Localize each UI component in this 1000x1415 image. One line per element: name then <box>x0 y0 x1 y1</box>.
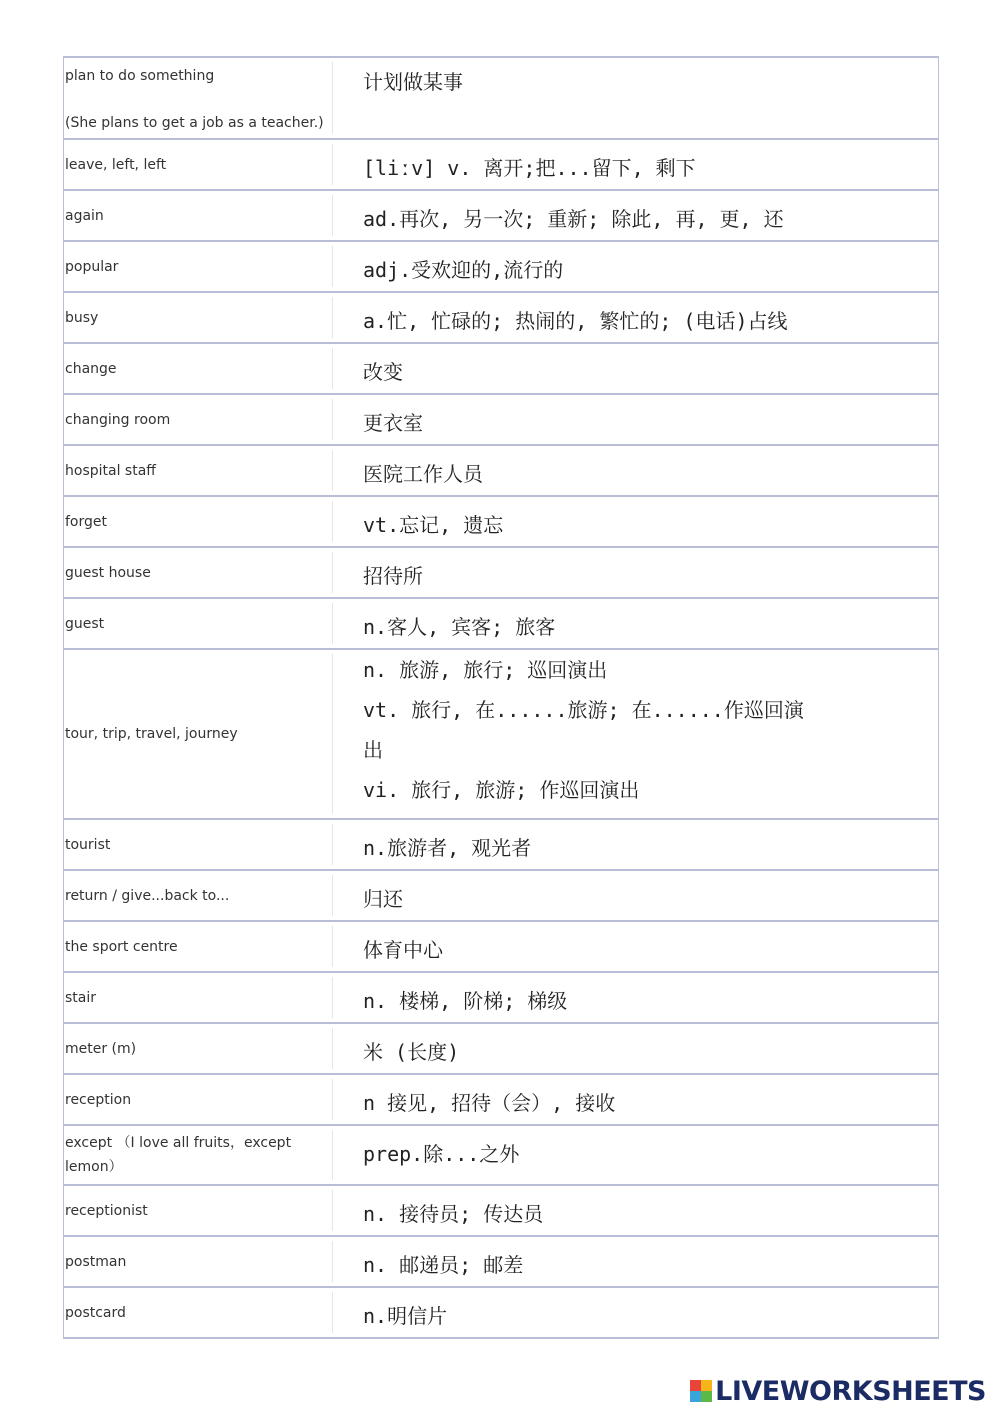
table-row <box>64 547 939 598</box>
logo-mark-icon <box>690 1380 712 1402</box>
definition-text: vt. 旅行, 在......旅游; 在......作巡回演 <box>363 698 804 722</box>
definition-text: n. 接待员; 传达员 <box>363 1202 544 1226</box>
table-row <box>64 57 939 139</box>
term-text: hospital staff <box>65 462 156 479</box>
table-row <box>64 241 939 292</box>
definition-cell <box>333 343 939 394</box>
definition-text: n.旅游者, 观光者 <box>363 836 532 860</box>
definition-cell <box>333 57 939 139</box>
term-text: popular <box>65 258 119 275</box>
term-example: (She plans to get a job as a teacher.) <box>65 115 324 131</box>
table-row <box>64 394 939 445</box>
definition-text: 米 (长度) <box>363 1040 460 1064</box>
definition-text: 更衣室 <box>363 411 423 435</box>
term-cell <box>64 649 334 819</box>
term-cell <box>64 394 334 445</box>
table-row <box>64 1074 939 1125</box>
logo-square-red <box>690 1380 701 1391</box>
definition-cell <box>333 1287 939 1338</box>
term-text: receptionist <box>65 1202 148 1219</box>
vocabulary-table <box>63 56 939 1339</box>
definition-text: 出 <box>363 738 383 762</box>
definition-cell <box>333 445 939 496</box>
term-cell <box>64 241 334 292</box>
definition-cell <box>333 394 939 445</box>
logo-square-green <box>701 1391 712 1402</box>
definition-text: a.忙, 忙碌的; 热闹的, 繁忙的; (电话)占线 <box>363 309 788 333</box>
definition-text: vt.忘记, 遗忘 <box>363 513 504 537</box>
term-cell <box>64 921 334 972</box>
term-cell <box>64 1125 334 1185</box>
liveworksheets-logo[interactable] <box>690 1376 986 1406</box>
term-text: reception <box>65 1091 132 1108</box>
definition-cell <box>333 496 939 547</box>
term-text: guest <box>65 615 105 632</box>
term-cell <box>64 445 334 496</box>
term-text: leave, left, left <box>65 156 167 173</box>
term-cell <box>64 1023 334 1074</box>
logo-square-blue <box>690 1391 701 1402</box>
term-text: postman <box>65 1253 127 1270</box>
term-text: tour, trip, travel, journey <box>65 726 238 742</box>
table-row <box>64 1125 939 1185</box>
definition-text: n. 楼梯, 阶梯; 梯级 <box>363 989 568 1013</box>
table-row <box>64 190 939 241</box>
term-cell <box>64 292 334 343</box>
definition-text: 医院工作人员 <box>363 462 483 486</box>
term-text: forget <box>65 513 107 530</box>
term-cell <box>64 57 334 139</box>
definition-text: n. 旅游, 旅行; 巡回演出 <box>363 658 608 682</box>
definition-text: adj.受欢迎的,流行的 <box>363 258 564 282</box>
term-cell <box>64 598 334 649</box>
definition-cell <box>333 598 939 649</box>
term-text: the sport centre <box>65 938 178 955</box>
definition-cell <box>333 1125 939 1185</box>
definition-text: 改变 <box>363 360 403 384</box>
table-row <box>64 1185 939 1236</box>
table-row <box>64 598 939 649</box>
definition-text: vi. 旅行, 旅游; 作巡回演出 <box>363 778 640 802</box>
definition-text: n.客人, 宾客; 旅客 <box>363 615 556 639</box>
table-row <box>64 343 939 394</box>
logo-text: LIVEWORKSHEETS <box>715 1375 986 1407</box>
table-row <box>64 1287 939 1338</box>
table-row <box>64 972 939 1023</box>
definition-text: n. 邮递员; 邮差 <box>363 1253 524 1277</box>
definition-cell <box>333 972 939 1023</box>
table-row <box>64 921 939 972</box>
definition-text: n 接见, 招待（会）, 接收 <box>363 1091 616 1115</box>
term-text: busy <box>65 309 99 326</box>
term-text: guest house <box>65 564 151 581</box>
table-row <box>64 1023 939 1074</box>
table-row <box>64 292 939 343</box>
table-row <box>64 1236 939 1287</box>
term-text: plan to do something <box>65 68 215 84</box>
term-cell <box>64 870 334 921</box>
term-text: meter (m) <box>65 1040 137 1057</box>
table-row <box>64 870 939 921</box>
definition-cell <box>333 1185 939 1236</box>
term-cell <box>64 819 334 870</box>
definition-text: 计划做某事 <box>363 70 463 94</box>
table-row <box>64 445 939 496</box>
term-cell <box>64 496 334 547</box>
term-cell <box>64 343 334 394</box>
definition-cell <box>333 292 939 343</box>
term-cell <box>64 1185 334 1236</box>
term-cell <box>64 1236 334 1287</box>
definition-text: ad.再次, 另一次; 重新; 除此, 再, 更, 还 <box>363 207 784 231</box>
definition-text: 归还 <box>363 887 403 911</box>
definition-cell <box>333 921 939 972</box>
definition-text: 体育中心 <box>363 938 443 962</box>
definition-cell <box>333 1074 939 1125</box>
term-text: tourist <box>65 836 111 853</box>
table-row <box>64 819 939 870</box>
definition-cell <box>333 139 939 190</box>
definition-text: 招待所 <box>363 564 423 588</box>
table-row <box>64 139 939 190</box>
term-text: again <box>65 207 104 224</box>
term-text: postcard <box>65 1304 126 1321</box>
term-cell <box>64 190 334 241</box>
term-cell <box>64 972 334 1023</box>
term-cell <box>64 1074 334 1125</box>
definition-cell <box>333 649 939 819</box>
definition-cell <box>333 190 939 241</box>
term-text: except （I love all fruits，except lemon） <box>65 1135 292 1175</box>
term-text: change <box>65 360 117 377</box>
term-text: return / give...back to... <box>65 887 230 904</box>
table-row <box>64 496 939 547</box>
term-cell <box>64 547 334 598</box>
term-text: stair <box>65 989 97 1006</box>
definition-cell <box>333 547 939 598</box>
term-cell <box>64 139 334 190</box>
definition-cell <box>333 870 939 921</box>
definition-text: n.明信片 <box>363 1304 448 1328</box>
definition-text: [liːv] v. 离开;把...留下, 剩下 <box>363 156 696 180</box>
table-row <box>64 649 939 819</box>
definition-cell <box>333 241 939 292</box>
definition-cell <box>333 1236 939 1287</box>
definition-cell <box>333 819 939 870</box>
logo-square-yellow <box>701 1380 712 1391</box>
definition-cell <box>333 1023 939 1074</box>
term-cell <box>64 1287 334 1338</box>
term-text: changing room <box>65 411 171 428</box>
definition-text: prep.除...之外 <box>363 1142 520 1166</box>
